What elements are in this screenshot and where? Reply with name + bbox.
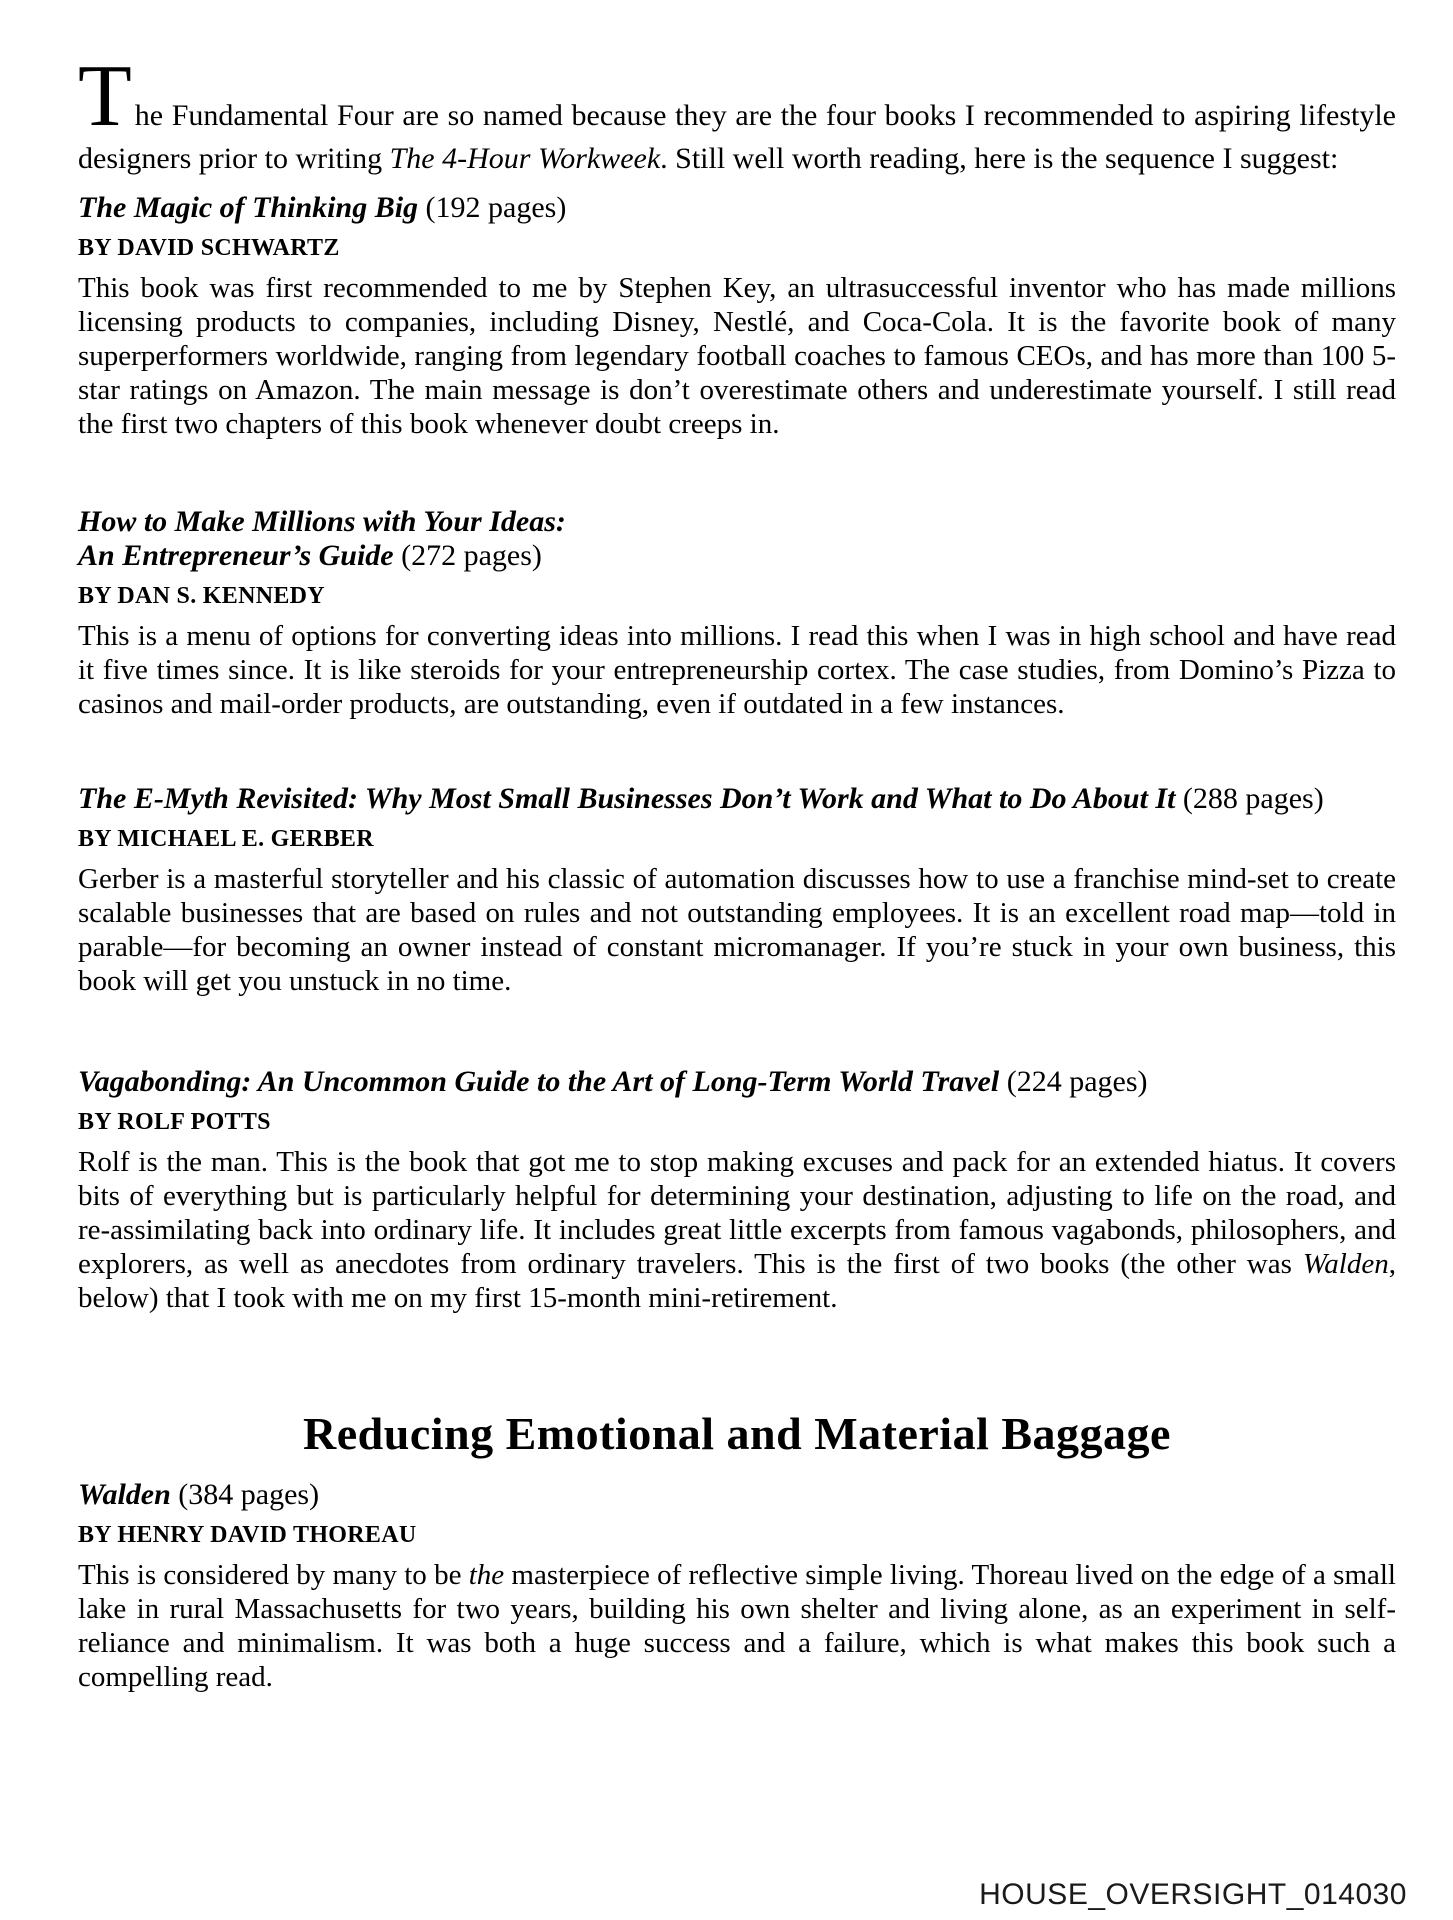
intro-paragraph [78, 48, 1396, 180]
text-column [78, 0, 1396, 1694]
book-author: BY DAVID SCHWARTZ [78, 235, 340, 261]
book-section-vagabonding [78, 1065, 1396, 1315]
book-description-part1: Rolf is the man. This is the book that got me to stop making excuses and pack for an extended hiatus. It covers bits of everything but is particularly helpful for determining your destination, adjusting to life on the road, and re-assimilating back into ordinary life. It includes great little excerpts from famous vagabonds, philosophers, and explorers, as well as anecdotes from ordinary travelers. This is the first of two books (the other was [78, 1146, 1396, 1280]
book-title-text: Walden [78, 1478, 171, 1511]
book-author: BY MICHAEL E. GERBER [78, 826, 374, 852]
book-description-italic-title: Walden [1302, 1248, 1389, 1280]
book-page-count: (384 pages) [170, 1478, 320, 1511]
initial-cap-letter: T [78, 48, 132, 145]
section-heading: Reducing Emotional and Material Baggage [303, 1408, 1171, 1459]
book-title-text: The Magic of Thinking Big [78, 191, 419, 224]
book-title-text: Vagabonding: An Uncommon Guide to the Art of Long-Term World Travel [78, 1065, 1000, 1098]
book-page-count: (272 pages) [393, 539, 542, 572]
book-description: Gerber is a masterful storyteller and his classic of automation discusses how to use a franchise mind-set to create scalable businesses that are based on rules and not outstanding employees. It is an excellent road map—told in parable—for becoming an owner instead of constant micromanager. If you’re stuck in your own business, this book will get you unstuck in no time. [78, 863, 1396, 997]
book-description-part1: This is considered by many to be [78, 1559, 469, 1591]
book-author: BY HENRY DAVID THOREAU [78, 1522, 417, 1548]
book-section-e-myth-revisited [78, 782, 1396, 998]
book-description-part2: masterpiece of reflective simple living. Thoreau lived on the edge of a small lake in rural Massachusetts for two years, building his own shelter and living alone, as an experiment in self-reliance and minimalism. It was both a huge success and a failure, which is what makes this book such a compelling read. [78, 1559, 1396, 1693]
book-description-italic-word: the [468, 1559, 505, 1591]
book-title-line1: How to Make Millions with Your Ideas: [78, 505, 566, 538]
book-section-magic-of-thinking-big [78, 191, 1396, 441]
book-description [78, 1558, 1396, 1694]
intro-text-part2: . Still well worth reading, here is the sequence I suggest: [660, 142, 1339, 175]
book-page-count: (224 pages) [999, 1065, 1148, 1098]
book-title [78, 1065, 1396, 1099]
book-title [78, 191, 1396, 225]
book-title-line2 [78, 539, 1396, 573]
book-section-how-to-make-millions [78, 505, 1396, 721]
book-author: BY DAN S. KENNEDY [78, 583, 325, 609]
book-page-count: (288 pages) [1175, 782, 1324, 815]
book-author: BY ROLF POTTS [78, 1109, 271, 1135]
book-section-walden [78, 1478, 1396, 1694]
bates-stamp-number: HOUSE_OVERSIGHT_014030 [979, 1878, 1407, 1911]
book-title [78, 1478, 1396, 1512]
book-description-part2: , below) that I took with me on my first 15-month mini-retirement. [78, 1248, 1396, 1314]
book-page-count: (192 pages) [418, 191, 567, 224]
book-title [78, 505, 1396, 573]
book-description [78, 1145, 1396, 1315]
intro-book-title-italic: The 4-Hour Workweek [389, 142, 661, 175]
book-description: This is a menu of options for converting ideas into millions. I read this when I was in high school and have read it five times since. It is like steroids for your entrepreneurship cortex. The case studies, from Domino’s Pizza to casinos and mail-order products, are outstanding, even if outdated in a few instances. [78, 620, 1396, 720]
book-title [78, 782, 1396, 816]
book-title-text: The E-Myth Revisited: Why Most Small Businesses Don’t Work and What to Do About It [78, 782, 1176, 815]
intro-text-part1: he Fundamental Four are so named because they are the four books I recommended to aspiring lifestyle designers prior to writing [78, 99, 1396, 175]
book-description: This book was first recommended to me by Stephen Key, an ultrasuccessful inventor who has made millions licensing products to companies, including Disney, Nestlé, and Coca-Cola. It is the favorite book of many superperformers worldwide, ranging from legendary football coaches to famous CEOs, and has more than 100 5-star ratings on Amazon. The main message is don’t overestimate others and underestimate yourself. I still read the first two chapters of this book whenever doubt creeps in. [78, 272, 1396, 440]
book-title-text: An Entrepreneur’s Guide [78, 539, 394, 572]
